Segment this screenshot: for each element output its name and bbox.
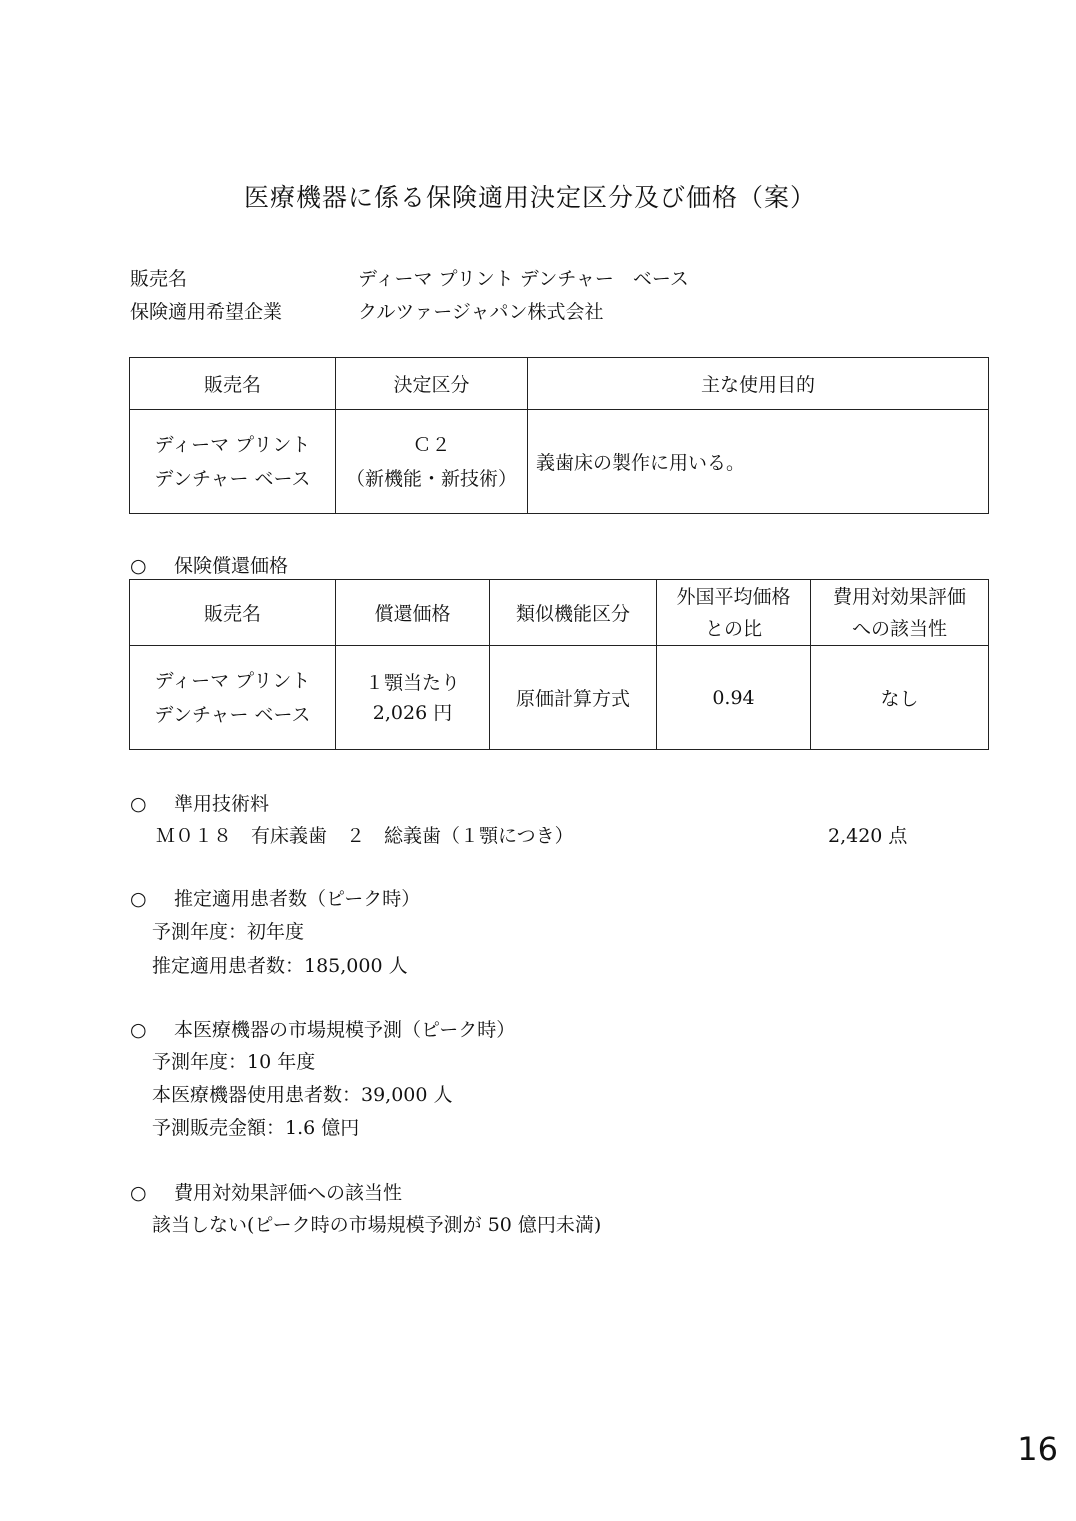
decision-name-line2: デンチャー ベース [154,467,311,490]
market-heading-text: 本医療機器の市場規模予測（ピーク時） [174,1019,516,1041]
reimbursement-heading-text: 保険償還価格 [174,555,289,577]
meta-label-product: 販売名 [130,268,188,290]
reimbursement-table-row [130,646,989,750]
market-line: 予測販売金額：1.6 億円 [152,1117,360,1139]
reimb-cell-name [130,646,336,750]
reimb-cell-cost: なし [811,646,989,750]
reimb-cell-ratio: 0.94 [657,646,811,750]
decision-table [129,357,989,514]
decision-cell-purpose: 義歯床の製作に用いる。 [528,410,989,514]
decision-header-category: 決定区分 [336,358,528,410]
technical-fee-heading-text: 準用技術料 [174,793,270,815]
decision-header-name: 販売名 [130,358,336,410]
reimb-header-similar: 類似機能区分 [490,580,657,646]
meta-value-product: ディーマ プリント デンチャー ベース [358,268,689,290]
reimb-header-name: 販売名 [130,580,336,646]
reimb-price-line1: １顎当たり [364,671,460,694]
meta-label-company: 保険適用希望企業 [130,301,283,323]
meta-value-company: クルツァージャパン株式会社 [358,301,604,323]
technical-fee-points: 2,420 点 [828,825,908,847]
decision-category-type: （新機能・新技術） [345,467,517,490]
reimbursement-heading [130,551,288,578]
decision-category-code: Ｃ２ [412,433,451,456]
reimb-name-line2: デンチャー ベース [154,703,311,726]
decision-table-row [130,410,989,514]
decision-header-purpose: 主な使用目的 [528,358,989,410]
circle-bullet-icon: ○ [130,1019,147,1041]
patients-line: 予測年度：初年度 [152,921,305,943]
technical-fee-heading [130,789,269,816]
circle-bullet-icon: ○ [130,793,147,815]
reimb-name-line1: ディーマ プリント [154,669,311,692]
document-title: 医療機器に係る保険適用決定区分及び価格（案） [243,183,816,212]
cost-eval-heading-text: 費用対効果評価への該当性 [174,1182,403,1204]
reimb-cell-similar: 原価計算方式 [490,646,657,750]
reimb-header-ratio-line2: との比 [704,617,762,640]
circle-bullet-icon: ○ [130,555,147,577]
reimb-cell-price [336,646,490,750]
reimb-header-ratio [657,580,811,646]
market-heading [130,1015,515,1042]
reimb-header-price: 償還価格 [336,580,490,646]
decision-cell-name [130,410,336,514]
reimb-header-ratio-line1: 外国平均価格 [676,585,791,608]
circle-bullet-icon: ○ [130,1182,147,1204]
decision-name-line1: ディーマ プリント [154,433,311,456]
circle-bullet-icon: ○ [130,888,147,910]
cost-eval-line: 該当しない(ピーク時の市場規模予測が 50 億円未満) [152,1214,602,1236]
market-line: 本医療機器使用患者数：39,000 人 [152,1084,453,1106]
reimb-header-cost [811,580,989,646]
patients-line: 推定適用患者数：185,000 人 [152,955,408,977]
reimbursement-table [129,579,989,750]
reimb-header-cost-line1: 費用対効果評価 [832,585,966,608]
decision-cell-category [336,410,528,514]
market-line: 予測年度：10 年度 [152,1051,316,1073]
cost-eval-heading [130,1178,402,1205]
reimb-header-cost-line2: への該当性 [851,617,947,640]
page-number: 16 [1017,1430,1058,1468]
reimb-price-line2: 2,026 円 [372,701,453,724]
patients-heading [130,884,420,911]
patients-heading-text: 推定適用患者数（ピーク時） [174,888,421,910]
technical-fee-item: Ｍ０１８ 有床義歯 ２ 総義歯（１顎につき） [156,825,574,847]
